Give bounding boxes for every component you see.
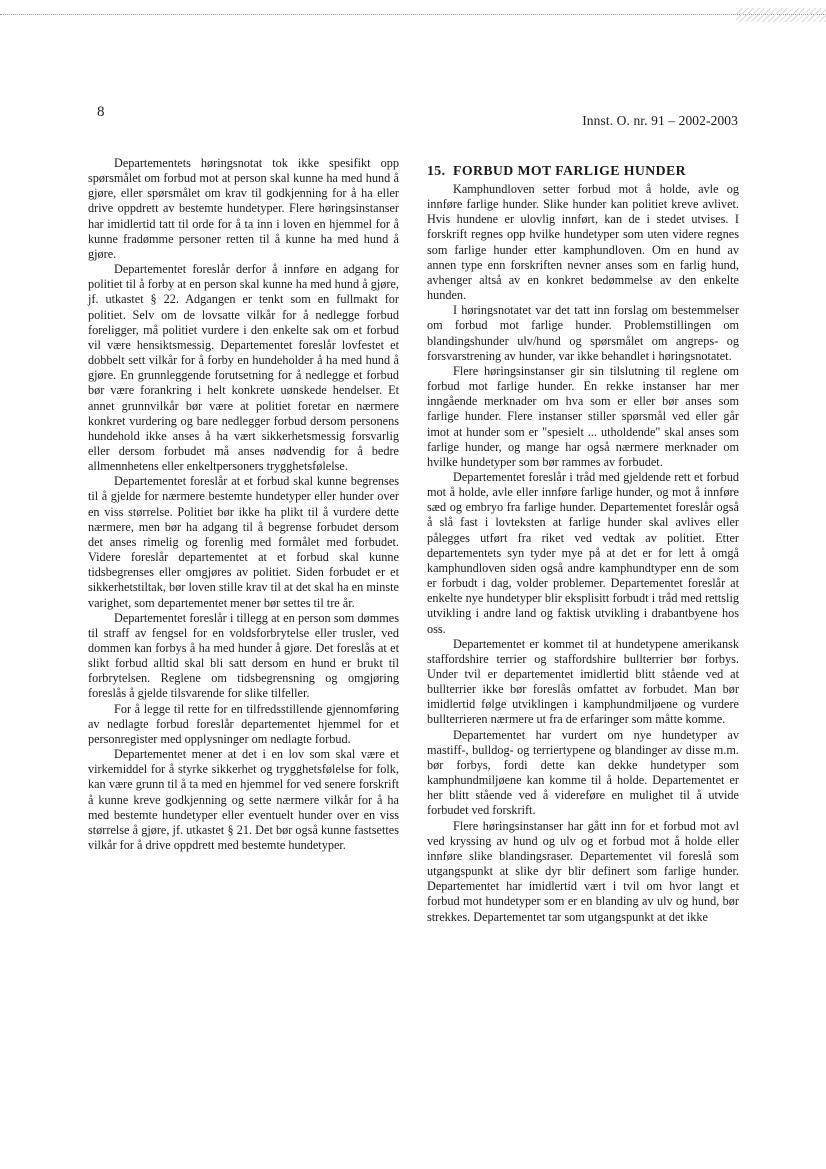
paragraph: Departementet foreslår i tillegg at en person som dømmes til straff av fengsel for en voldsforbrytelse eller trusler, ved dommen kan forbys å ha med hunder å gjøre. Det foreslås at et slikt forbud alltid skal bli satt dersom en hund er brukt til forbrytelsen. Reglene om tidsbegrensning og omgjøring foreslås å gjelde tilsvarende for slike tilfeller. <box>88 610 399 701</box>
paragraph: Departementet foreslår derfor å innføre en adgang for politiet til å forby at en person skal kunne ha med hund å gjøre, jf. utkastet § 22. Adgangen er tenkt som en fullmakt for politiet. Selv om de lovsatte vilkår for å nedlegge forbud foreligger, må politiet vurdere i den enkelte sak om et forbud vil være hensiktsmessig. Departementet foreslår lovfestet et dobbelt sett vilkår for å forby en hundeholder å ha med hund å gjøre. En grunnleggende forutsetning for å nedlegge et forbud bør være forankring i helt konkrete uønskede hendelser. Et annet grunnvilkår bør være at politiet foretar en nærmere konkret vurdering og bare nedlegger forbud dersom personens hundehold ikke anses å ha vært sikkerhetsmessig forsvarlig eller dersom forbudet må anses nødvendig for å bedre allmennhetens eller enkeltpersoners trygghetsfølelse. <box>88 262 399 474</box>
paragraph: For å legge til rette for en tilfredsstillende gjennomføring av nedlagte forbud foreslår departementet hjemmel for et personregister med opplysninger om nedlagte forbud. <box>88 701 399 746</box>
section-title: FORBUD MOT FARLIGE HUNDER <box>453 163 686 178</box>
scan-top-edge <box>0 14 826 15</box>
paragraph: Departementet foreslår i tråd med gjeldende rett et forbud mot å holde, avle eller innføre farlige hunder, og mot å innføre sæd og embryo fra farlige hunder. Departementet foreslår også å slå fast i lovteksten at farlige hunder skal avlives eller pålegges utført fra riket ved vedtak av politiet. Etter departementets syn tyder mye på at det er for lett å omgå kamphundloven siden også andre kamphundtyper enn de som er forbudt i dag, volder problemer. Departementet foreslår at enkelte nye hundetyper blir eksplisitt forbudt i tråd med rettslig utvikling i andre land og faktisk utvikling i drabantbyene hos oss. <box>427 469 739 636</box>
paragraph: Flere høringsinstanser har gått inn for et forbud mot avl ved kryssing av hund og ulv og et forbud mot å holde eller innføre slike blandingsraser. Departementet vil foreslå som utgangspunkt at slike dyr blir definert som farlige hunder. Departementet har imidlertid vært i tvil om hvor langt et forbud mot hundetyper som er en blanding av ulv og hund, bør strekkes. Departementet tar som utgangspunkt at det ikke <box>427 818 739 924</box>
paragraph: Departementets høringsnotat tok ikke spesifikt opp spørsmålet om forbud mot at person skal kunne ha med hund å gjøre, eller spørsmålet om krav til godkjenning for å ha eller drive oppdrett av bestemte hundetyper. Flere høringsinstanser har imidlertid tatt til orde for å ta inn i loven en hjemmel for å kunne fradømme personer retten til å kunne ha med hund å gjøre. <box>88 156 399 261</box>
page-number: 8 <box>97 104 105 120</box>
scan-corner-shading <box>736 8 826 22</box>
paragraph: Departementet har vurdert om nye hundetyper av mastiff-, bulldog- og terriertypene og blandinger av disse m.m. bør forbys, fordi dette kan dekke hundetyper som kamphundmiljøene kan komme til å holde. Departementet er her blitt stående ved å videreføre en mulighet til å utvide forbudet ved forskrift. <box>427 727 739 818</box>
left-column <box>88 156 399 853</box>
right-column <box>427 156 739 925</box>
running-head: Innst. O. nr. 91 – 2002-2003 <box>582 113 738 128</box>
paragraph: I høringsnotatet var det tatt inn forslag om bestemmelser om forbud mot farlige hunder. Problemstillingen om blandingshunder ulv/hund og spørsmålet om angreps- og forsvarstrening av hunder, var ikke behandlet i høringsnotatet. <box>427 303 739 363</box>
paragraph: Departementet mener at det i en lov som skal være et virkemiddel for å styrke sikkerhet og trygghetsfølelse for folk, kan være grunn til å ta med en hjemmel for ved senere forskrift å kunne kreve godkjenning og sette nærmere vilkår for å ha med bestemte hundetyper eller eventuelt hunder over en viss størrelse å gjøre, jf. utkastet § 21. Det bør også kunne fastsettes vilkår for å drive oppdrett med bestemte hundetyper. <box>88 747 399 853</box>
section-number: 15. <box>427 163 446 178</box>
paragraph: Departementet foreslår at et forbud skal kunne begrenses til å gjelde for nærmere bestemte hundetyper eller hunder over en viss størrelse. Politiet bør ikke ha plikt til å vurdere dette nærmere, men bør ha adgang til å begrense forbudet dersom det anses rimelig og forenlig med formålet med forbudet. Videre foreslår departementet at et forbud skal kunne tidsbegrenses eller omgjøres av politiet. Siden forbudet er et sikkerhetstiltak, bør loven stille krav til at det skal ha en minste varighet, som departementet mener bør settes til tre år. <box>88 474 399 610</box>
paragraph: Flere høringsinstanser gir sin tilslutning til reglene om forbud mot farlige hunder. En rekke instanser har mer inngående merknader om hva som er eller bør anses som farlige hunder. Flere instanser stiller spørsmål ved eller går imot at hunder som er "spesielt ... utholdende" skal anses som farlige hunder, og mange har også nærmere merknader om hvilke hundetyper som bør rammes av forbudet. <box>427 363 739 469</box>
section-heading <box>427 162 739 179</box>
paragraph: Departementet er kommet til at hundetypene amerikansk staffordshire terrier og staffordshire bullterrier bør forbys. Under tvil er departementet imidlertid blitt stående ved at bullterrier ikke bør foreslås omfattet av forbudet. Man bør imidlertid følge utviklingen i kamphundmiljøene og vurdere bullterrieren nærmere ut fra de erfaringer som måtte komme. <box>427 636 739 727</box>
paragraph: Kamphundloven setter forbud mot å holde, avle og innføre farlige hunder. Slike hunder kan politiet kreve avlivet. Hvis hundene er ulovlig innført, kan de i stedet utvises. I forskrift regnes opp hvilke hundetyper som uten videre regnes som farlige hunder etter kamphundloven. Om en hund av annen type enn forskriften nevner anses som en farlig hund, avhenger altså av en konkret bedømmelse av den enkelte hunden. <box>427 182 739 303</box>
